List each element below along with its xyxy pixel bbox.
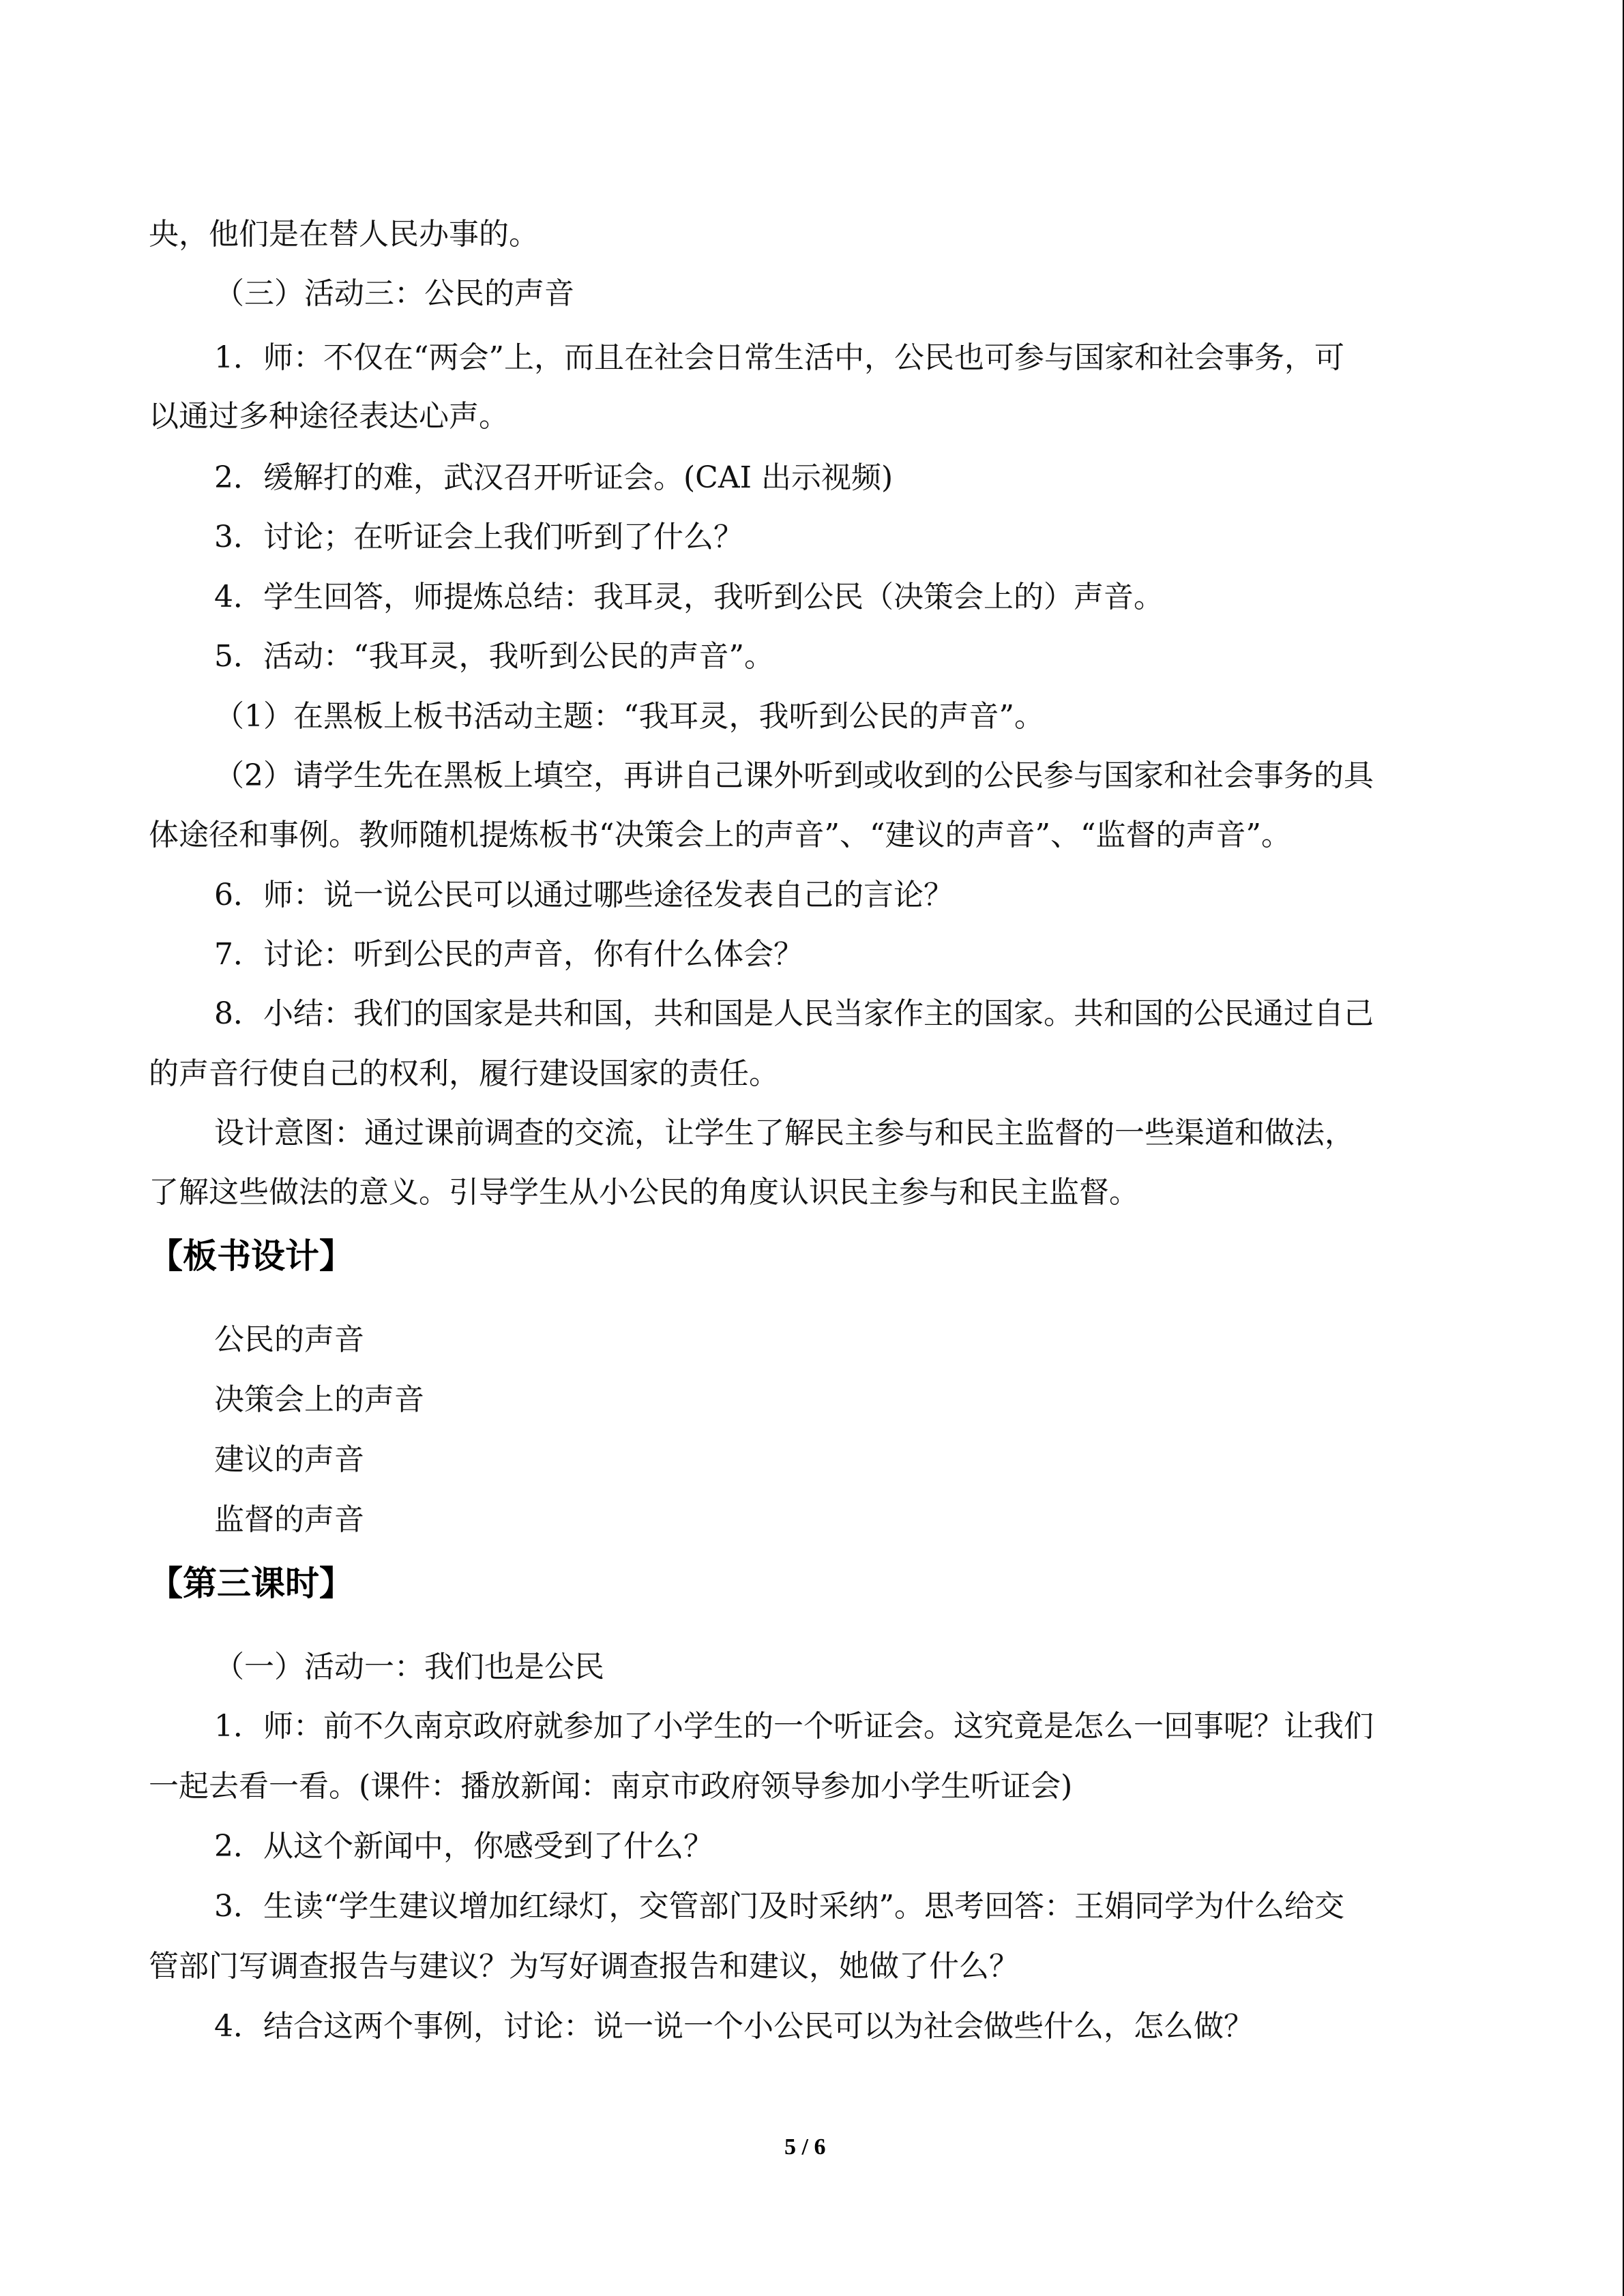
text-line: 8．小结：我们的国家是共和国，共和国是人民当家作主的国家。共和国的公民通过自己	[214, 996, 1374, 1031]
section-heading-activity3: （三）活动三：公民的声音	[214, 276, 574, 311]
section-heading-activity1: （一）活动一：我们也是公民	[214, 1650, 604, 1684]
text-line: 的声音行使自己的权利，履行建设国家的责任。	[149, 1056, 779, 1091]
board-item: 监督的声音	[214, 1502, 364, 1537]
text-line: 4．学生回答，师提炼总结：我耳灵，我听到公民（决策会上的）声音。	[214, 580, 1164, 614]
text-line: 1．师：不仅在“两会”上，而且在社会日常生活中，公民也可参与国家和社会事务，可	[214, 340, 1344, 375]
text-line: 5．活动：“我耳灵，我听到公民的声音”。	[214, 639, 774, 674]
text-line: （2）请学生先在黑板上填空，再讲自己课外听到或收到的公民参与国家和社会事务的具	[214, 758, 1374, 793]
text-line: 央，他们是在替人民办事的。	[149, 217, 539, 252]
heading-lesson3: 【第三课时】	[149, 1564, 353, 1603]
text-line: （1）在黑板上板书活动主题：“我耳灵，我听到公民的声音”。	[214, 699, 1044, 734]
text-line: 6．师：说一说公民可以通过哪些途径发表自己的言论？	[214, 878, 954, 912]
text-line: 一起去看一看。(课件：播放新闻：南京市政府领导参加小学生听证会)	[149, 1769, 1073, 1804]
text-line: 2．缓解打的难，武汉召开听证会。(CAI 出示视频)	[214, 460, 894, 495]
page-number: 5 / 6	[784, 2134, 826, 2160]
text-line: 以通过多种途径表达心声。	[149, 399, 509, 434]
text-line: 3．生读“学生建议增加红绿灯，交管部门及时采纳”。思考回答：王娟同学为什么给交	[214, 1889, 1344, 1924]
text-line: 4．结合这两个事例，讨论：说一说一个小公民可以为社会做些什么，怎么做？	[214, 2009, 1254, 2044]
text-line: 设计意图：通过课前调查的交流，让学生了解民主参与和民主监督的一些渠道和做法，	[214, 1116, 1355, 1150]
text-line: 管部门写调查报告与建议？为写好调查报告和建议，她做了什么？	[149, 1949, 1019, 1984]
text-line: 2．从这个新闻中，你感受到了什么？	[214, 1829, 713, 1864]
text-line: 体途径和事例。教师随机提炼板书“决策会上的声音”、“建议的声音”、“监督的声音”。	[149, 818, 1291, 852]
board-item: 公民的声音	[214, 1322, 364, 1357]
board-item: 决策会上的声音	[214, 1382, 424, 1417]
text-line: 7．讨论：听到公民的声音，你有什么体会？	[214, 937, 803, 972]
text-line: 1．师：前不久南京政府就参加了小学生的一个听证会。这究竟是怎么一回事呢？让我们	[214, 1709, 1374, 1744]
text-line: 了解这些做法的意义。引导学生从小公民的角度认识民主参与和民主监督。	[149, 1175, 1139, 1210]
heading-board-design: 【板书设计】	[149, 1236, 353, 1276]
text-line: 3．讨论；在听证会上我们听到了什么？	[214, 520, 743, 554]
board-item: 建议的声音	[214, 1442, 364, 1477]
